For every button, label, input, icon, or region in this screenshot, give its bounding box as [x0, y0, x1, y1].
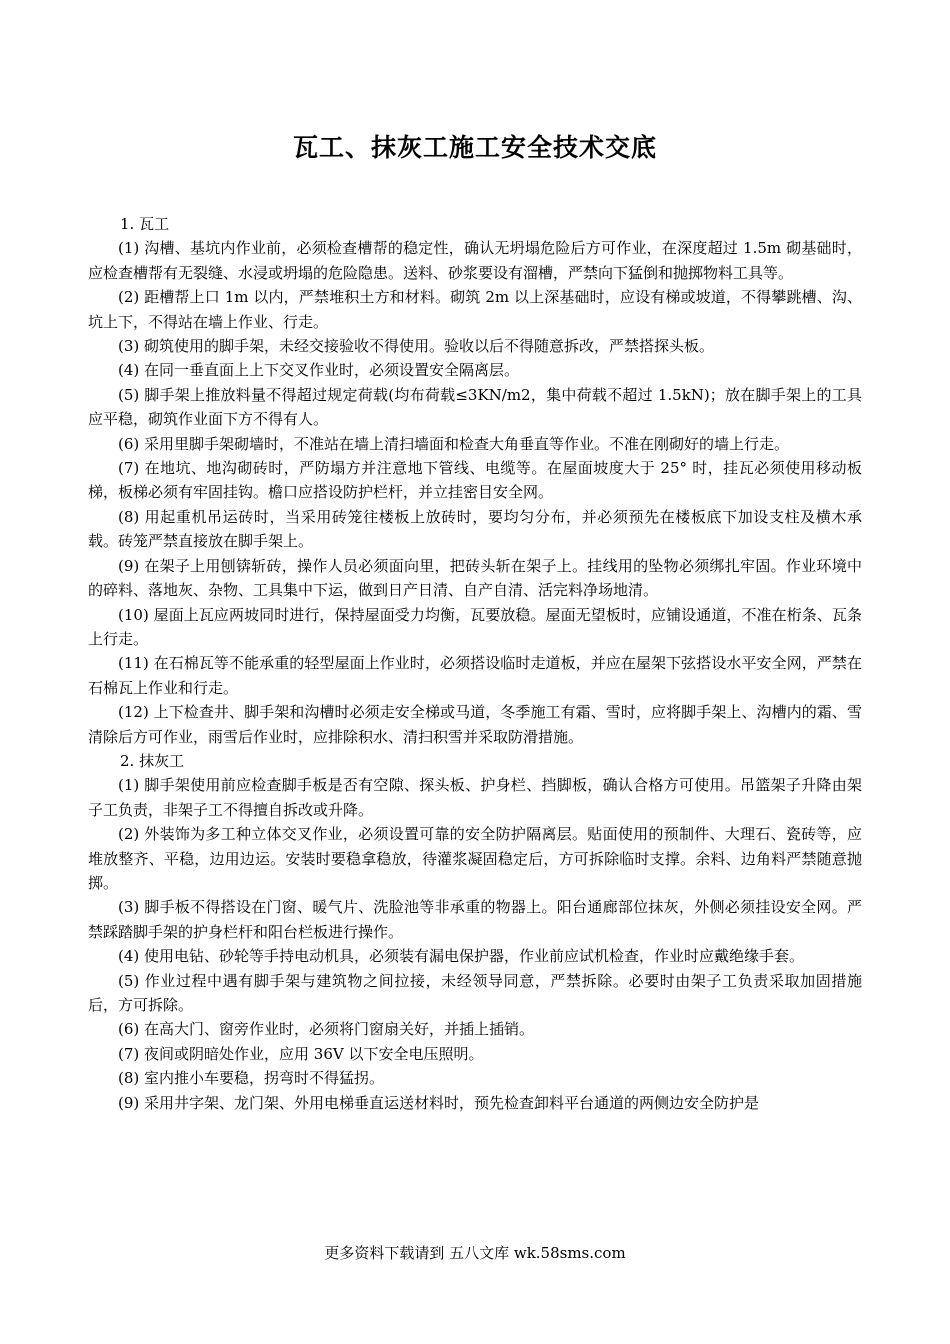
- paragraph: (2) 距槽帮上口 1m 以内，严禁堆积土方和材料。砌筑 2m 以上深基础时，应设有梯或坡道，不得攀跳槽、沟、坑上下，不得站在墙上作业、行走。: [88, 288, 862, 331]
- paragraph: (11) 在石棉瓦等不能承重的轻型屋面上作业时，必须搭设临时走道板，并应在屋架下弦搭设水平安全网，严禁在石棉瓦上作业和行走。: [88, 654, 862, 697]
- paragraph: (4) 使用电钻、砂轮等手持电动机具，必须装有漏电保护器，作业前应试机检查，作业时应戴绝缘手套。: [118, 947, 805, 966]
- paragraph: (5) 脚手架上推放料量不得超过规定荷载(均布荷载≤3KN/m2，集中荷载不超过 1.5kN)；放在脚手架上的工具应平稳，砌筑作业面下方不得有人。: [88, 385, 862, 429]
- paragraph: (4) 在同一垂直面上上下交叉作业时，必须设置安全隔离层。: [118, 361, 520, 380]
- footer-link-text: 更多资料下载请到 五八文库 wk.58sms.com: [324, 1244, 626, 1262]
- paragraph: (7) 夜间或阴暗处作业，应用 36V 以下安全电压照明。: [118, 1044, 484, 1063]
- paragraph: (8) 室内推小车要稳，拐弯时不得猛拐。: [118, 1069, 385, 1088]
- paragraph: (3) 砌筑使用的脚手架，未经交接验收不得使用。验收以后不得随意拆改，严禁搭探头板。: [118, 337, 715, 356]
- paragraph: (1) 脚手架使用前应检查脚手板是否有空隙、探头板、护身栏、挡脚板，确认合格方可使用。吊篮架子升降由架子工负责，非架子工不得擅自拆改或升降。: [88, 776, 862, 819]
- paragraph: (8) 用起重机吊运砖时，当采用砖笼往楼板上放砖时，要均匀分布，并必须预先在楼板底下加设支柱及横木承载。砖笼严禁直接放在脚手架上。: [88, 507, 862, 551]
- section-heading: 2. 抹灰工: [120, 751, 185, 770]
- paragraph: (1) 沟槽、基坑内作业前，必须检查槽帮的稳定性，确认无坍塌危险后方可作业，在深度超过 1.5m 砌基础时，应检查槽帮有无裂缝、水浸或坍塌的危险隐患。送料、砂浆要设有溜槽，严禁向下猛倒和抛掷物料工具等。: [88, 239, 862, 282]
- paragraph: (6) 在高大门、窗旁作业时，必须将门窗扇关好，并插上插销。: [118, 1020, 535, 1039]
- document-body: [88, 212, 862, 1115]
- paragraph: (10) 屋面上瓦应两坡同时进行，保持屋面受力均衡，瓦要放稳。屋面无望板时，应铺设通道，不准在桁条、瓦条上行走。: [88, 605, 862, 648]
- section-heading: 1. 瓦工: [120, 215, 170, 233]
- paragraph: (7) 在地坑、地沟砌砖时，严防塌方并注意地下管线、电缆等。在屋面坡度大于 25° 时，挂瓦必须使用移动板梯，板梯必须有牢固挂钩。檐口应搭设防护栏杆，并立挂密目安全网。: [88, 459, 862, 502]
- paragraph: (3) 脚手板不得搭设在门窗、暖气片、洗脸池等非承重的物器上。阳台通廊部位抹灰，外侧必须挂设安全网。严禁踩踏脚手架的护身栏杆和阳台栏板进行操作。: [88, 898, 862, 941]
- paragraph: (9) 采用井字架、龙门架、外用电梯垂直运送材料时，预先检查卸料平台通道的两侧边安全防护是: [118, 1093, 760, 1112]
- paragraph: (9) 在架子上用刨锛斩砖，操作人员必须面向里，把砖头斩在架子上。挂线用的坠物必须绑扎牢固。作业环境中的碎料、落地灰、杂物、工具集中下运，做到日产日清、自产自清、活完料净场地清。: [88, 556, 862, 600]
- paragraph: (5) 作业过程中遇有脚手架与建筑物之间拉接，未经领导同意，严禁拆除。必要时由架子工负责采取加固措施后，方可拆除。: [88, 971, 862, 1014]
- paragraph: (12) 上下检查井、脚手架和沟槽时必须走安全梯或马道，冬季施工有霜、雪时，应将脚手架上、沟槽内的霜、雪清除后方可作业，雨雪后作业时，应排除积水、清扫积雪并采取防滑措施。: [88, 703, 862, 746]
- paragraph: (6) 采用里脚手架砌墙时，不准站在墙上清扫墙面和检查大角垂直等作业。不准在刚砌好的墙上行走。: [118, 434, 790, 453]
- paragraph: (2) 外装饰为多工种立体交叉作业，必须设置可靠的安全防护隔离层。贴面使用的预制件、大理石、瓷砖等，应堆放整齐、平稳，边用边运。安装时要稳拿稳放，待灌浆凝固稳定后，方可拆除临时支撑。余料、边角料严禁随意抛掷。: [88, 825, 862, 892]
- document-title: 瓦工、抹灰工施工安全技术交底: [292, 133, 657, 162]
